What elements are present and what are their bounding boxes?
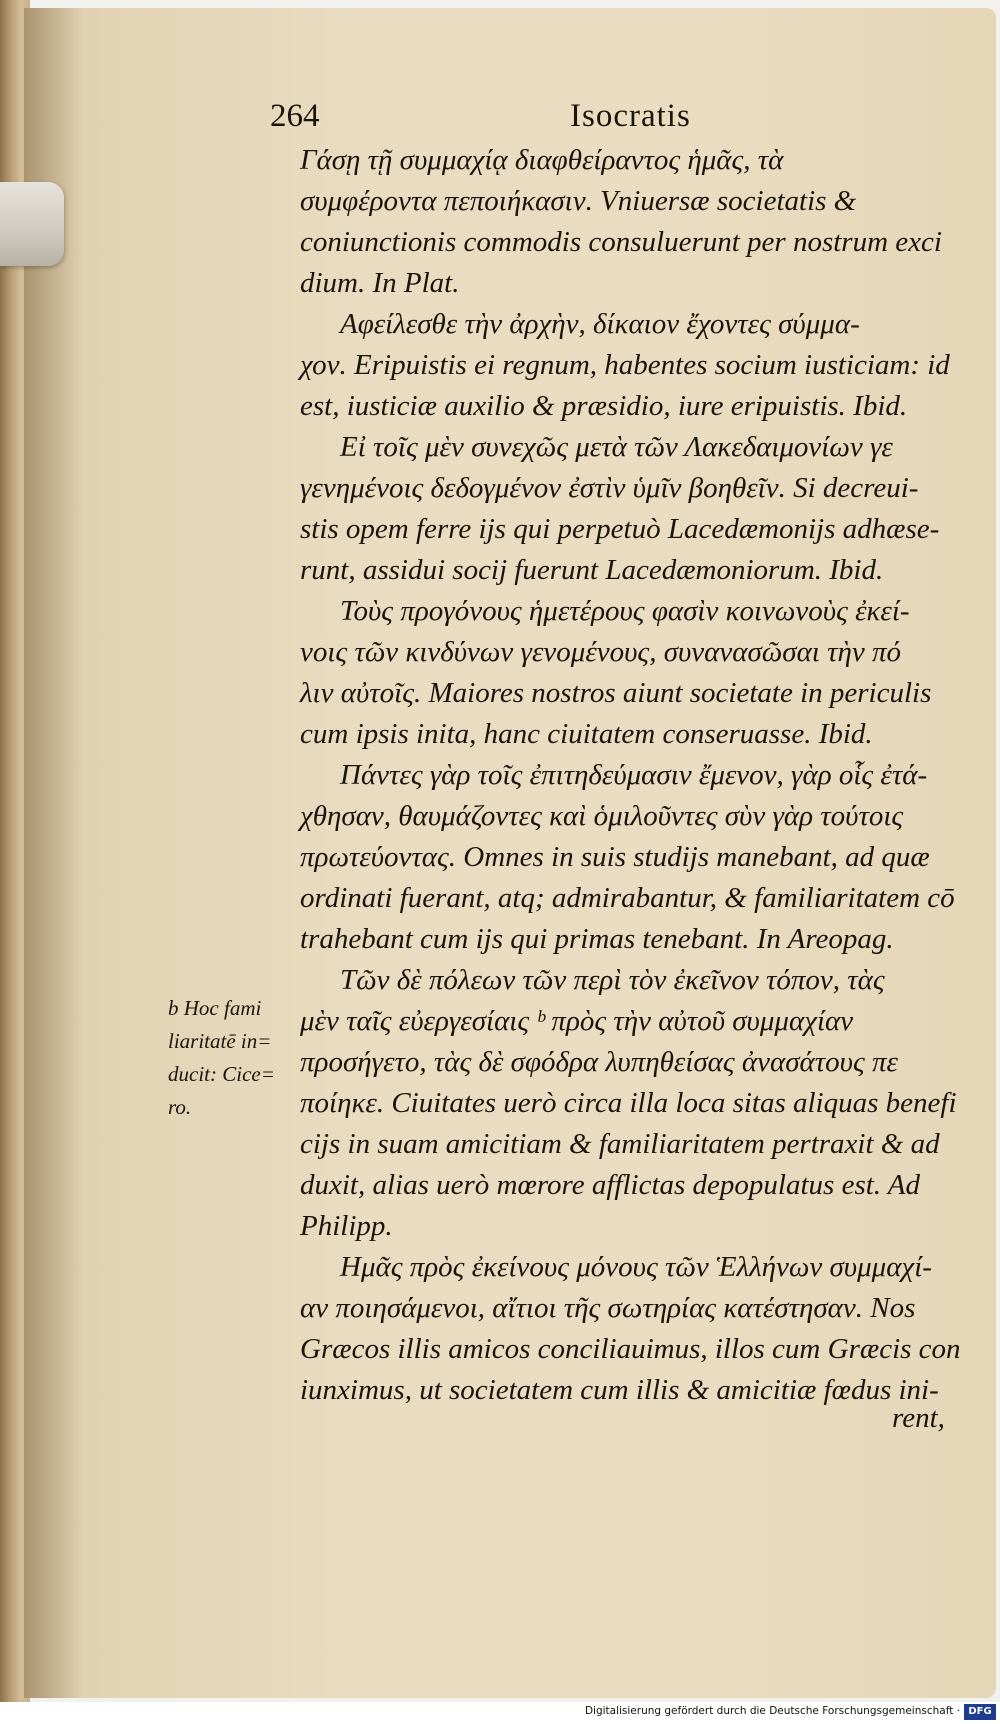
text-line: cum ipsis inita, hanc ciuitatem conseruasse. Ibid. xyxy=(300,718,873,750)
text-line: runt, assidui socij fuerunt Lacedæmoniorum. Ibid. xyxy=(300,554,884,586)
text-line: Græcos illis amicos conciliauimus, illos cum Græcis con xyxy=(300,1333,961,1365)
catchword: rent, xyxy=(892,1402,945,1434)
text-line: dium. In Plat. xyxy=(300,267,460,299)
text-line: Ημᾶς πρὸς ἐκείνους μόνους τῶν Ἑλλήνων συμμαχί- xyxy=(340,1251,932,1283)
text-line: μὲν ταῖς εὐεργεσίαις ᵇ πρὸς τὴν αὐτοῦ συμμαχίαν xyxy=(300,1005,854,1037)
text-line: Γάσῃ τῇ συμμαχίᾳ διαφθείραντος ἡμᾶς, τὰ xyxy=(300,144,784,176)
dfg-logo: DFG xyxy=(964,1704,996,1720)
text-line: νοις τῶν κινδύνων γενομένους, συνανασῶσαι τὴν πό xyxy=(300,636,902,668)
text-line: προσήγετο, τὰς δὲ σφόδρα λυπηθείσας ἀνασάτους πε xyxy=(300,1046,898,1078)
text-line: ordinati fuerant, atq; admirabantur, & familiaritatem cō xyxy=(300,882,955,914)
text-line: αν ποιησάμενοι, αἴτιοι τῆς σωτηρίας κατέστησαν. Nos xyxy=(300,1292,916,1324)
running-head xyxy=(270,98,690,142)
text-line: Τῶν δὲ πόλεων τῶν περὶ τὸν ἐκεῖνον τόπον, τὰς xyxy=(340,964,885,996)
margin-note xyxy=(168,992,290,1124)
text-line: iunximus, ut societatem cum illis & amicitiæ fœdus ini- xyxy=(300,1374,939,1406)
digitization-footer xyxy=(0,1702,1000,1724)
text-line: cijs in suam amicitiam & familiaritatem pertraxit & ad xyxy=(300,1128,940,1160)
text-line: est, iusticiæ auxilio & præsidio, iure eripuistis. Ibid. xyxy=(300,390,908,422)
text-line: χθησαν, θαυμάζοντες καὶ ὁμιλοῦντες σὺν γὰρ τούτοις xyxy=(300,800,904,832)
text-line: Philipp. xyxy=(300,1210,393,1242)
text-line: χον. Eripuistis ei regnum, habentes socium iusticiam: id xyxy=(300,349,950,381)
text-line: γενημένοις δεδογμένον ἐστὶν ὑμῖν βοηθεῖν. Si decreui- xyxy=(300,472,919,504)
text-line: ποίηκε. Ciuitates uerò circa illa loca sitas aliquas benefi xyxy=(300,1087,957,1119)
text-line: συμφέροντα πεποιήκασιν. Vniuersæ societatis & xyxy=(300,185,857,217)
margin-note-line: ro. xyxy=(168,1095,192,1119)
margin-note-line: liaritatē in= xyxy=(168,1029,272,1053)
text-line: Πάντες γὰρ τοῖς ἐπιτηδεύμασιν ἔμενον, γὰρ οἷς ἐτά- xyxy=(340,759,928,791)
text-line: coniunctionis commodis consuluerunt per nostrum exci xyxy=(300,226,942,258)
funding-credit: Digitalisierung gefördert durch die Deutsche Forschungsgemeinschaft · xyxy=(584,1705,960,1717)
page-number: 264 xyxy=(270,98,320,134)
text-line: duxit, alias uerò mœrore afflictas depopulatus est. Ad xyxy=(300,1169,920,1201)
text-line: Τοὺς προγόνους ἡμετέρους φασὶν κοινωνοὺς ἐκεί- xyxy=(340,595,910,627)
margin-note-line: ducit: Cice= xyxy=(168,1062,275,1086)
text-line: Αφείλεσθε τὴν ἀρχὴν, δίκαιον ἔχοντες σύμμα- xyxy=(340,308,860,340)
text-line: stis opem ferre ijs qui perpetuò Lacedæmonijs adhæse- xyxy=(300,513,940,545)
text-line: λιν αὐτοῖς. Maiores nostros aiunt societate in periculis xyxy=(300,677,932,709)
margin-note-line: b Hoc fami xyxy=(168,996,262,1020)
text-line: Εἰ τοῖς μὲν συνεχῶς μετὰ τῶν Λακεδαιμονίων γε xyxy=(340,431,893,463)
running-title: Isocratis xyxy=(570,98,691,134)
body-text xyxy=(300,140,961,1411)
text-line: πρωτεύοντας. Omnes in suis studijs manebant, ad quæ xyxy=(300,841,930,873)
page-clip xyxy=(0,182,64,266)
text-line: trahebant cum ijs qui primas tenebant. In Areopag. xyxy=(300,923,894,955)
